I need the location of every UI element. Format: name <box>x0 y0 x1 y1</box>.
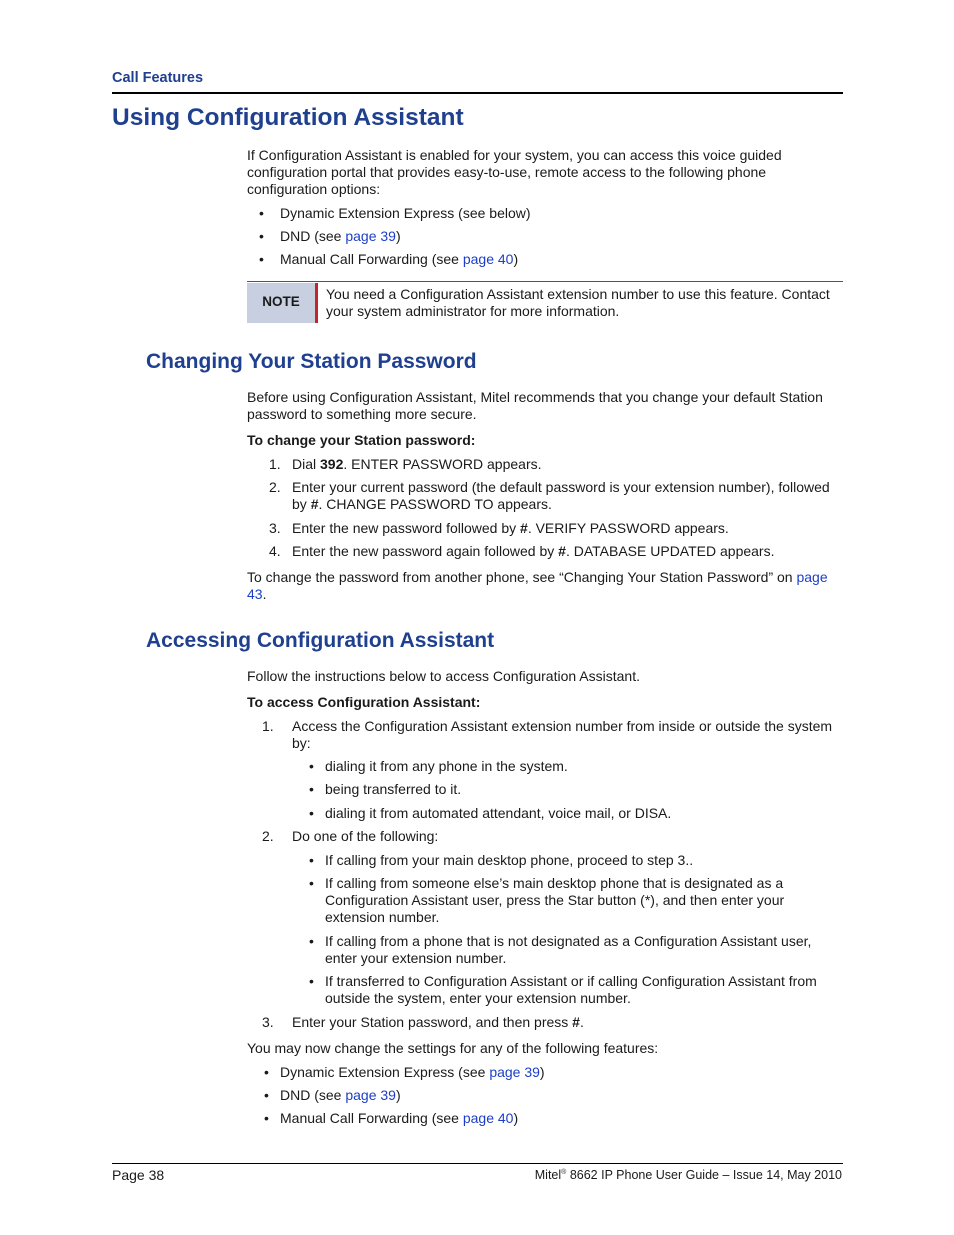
section-outro: To change the password from another phone, see “Changing Your Station Password” on page 43. <box>247 569 828 602</box>
procedure-title: To access Configuration Assistant: <box>247 694 481 710</box>
bullet-icon: • <box>259 251 264 267</box>
bullet-icon: • <box>309 758 314 774</box>
note-divider <box>315 283 318 323</box>
page-link[interactable]: page 39 <box>489 1064 540 1080</box>
intro-paragraph: If Configuration Assistant is enabled for your system, you can access this voice guided configuration portal that provides easy-to-use, remote access to the following phone configuration options: <box>247 147 782 197</box>
bullet-icon: • <box>259 228 264 244</box>
page-link[interactable]: page 40 <box>462 1110 514 1126</box>
section-intro: Follow the instructions below to access Configuration Assistant. <box>247 668 640 684</box>
section-outro: You may now change the settings for any of the following features: <box>247 1040 659 1056</box>
section-heading: Changing Your Station Password <box>146 350 477 373</box>
bullet-icon: • <box>309 781 314 797</box>
document-title: Mitel® 8662 IP Phone User Guide – Issue 14, May 2010 <box>534 1168 842 1182</box>
note-top-rule <box>247 281 843 282</box>
page-title: Using Configuration Assistant <box>112 104 464 131</box>
note-label: NOTE <box>262 294 300 309</box>
note-label-box <box>247 283 315 323</box>
section-heading: Accessing Configuration Assistant <box>146 629 495 652</box>
page-link[interactable]: page 43 <box>247 569 828 602</box>
page-link[interactable]: page 39 <box>345 228 396 244</box>
bullet-icon: • <box>259 205 264 221</box>
header-rule <box>112 92 843 94</box>
bullet-icon: • <box>309 852 314 868</box>
running-header: Call Features <box>112 70 204 86</box>
page-link[interactable]: page 40 <box>462 251 514 267</box>
page-link[interactable]: page 39 <box>345 1087 396 1103</box>
procedure-title: To change your Station password: <box>247 432 476 448</box>
bullet-icon: • <box>309 973 314 989</box>
section-intro: Before using Configuration Assistant, Mitel recommends that you change your default Station password to something more secure. <box>247 389 823 422</box>
note-text: You need a Configuration Assistant extension number to use this feature. Contact your system administrator for more information. <box>326 286 830 319</box>
page-number: Page 38 <box>112 1167 165 1183</box>
bullet-icon: • <box>309 805 314 821</box>
bullet-icon: • <box>264 1087 269 1103</box>
footer-rule <box>112 1163 843 1164</box>
bullet-icon: • <box>264 1110 269 1126</box>
bullet-icon: • <box>309 933 314 949</box>
document-page: Call Features Using Configuration Assistant If Configuration Assistant is enabled for your system, you can access this voice guided configuration portal that provides easy-to-use, remote access to the following phone configuration options: • Dynamic Extension Express (see below) • DND (see page 39) • Manual Call Forwarding (see page 40) NOTE You need a Configuration Assistant extension number to use this feature. Contact your system administrator for more information. Changing Your Station Password Before using Configuration Assistant, Mitel recommends that you change your default Station password to something more secure. To change your Station password: 1. Dial 392. ENTER PASSWORD appears. 2. Enter your current password (the default password is your extension number), followed by #. CHANGE PASSWORD TO appears. 3. Enter the new password followed by #. VERIFY PASSWORD appears. 4. Enter the new password again followed by #. DATABASE UPDATED appears. To change the password from another phone, see “Changing Your Station Password” on page 43. Accessing Configuration Assistant Follow the instructions below to access Configuration Assistant. To access Configuration Assistant: 1. Access the Configuration Assistant extension number from inside or outside the system by: • dialing it from any phone in the system. • being transferred to it. • dialing it from automated attendant, voice mail, or DISA. 2. Do one of the following: • If calling from your main desktop phone, proceed to step 3.. • If calling from someone else’s main desktop phone that is designated as a Configuration Assistant user, press the Star button (*), and then enter your extension number. • If calling from a phone that is not designated as a Configuration Assistant user, enter your extension number. • If transferred to Configuration Assistant or if calling Configuration Assistant from outside the system, enter your extension number. 3. Enter your Station password, and then press #. You may now change the settings for any of the following features: • Dynamic Extension Express (see page 39) • DND (see page 39) • Manual Call Forwarding (see page 40) Page 38 Mitel® 8662 IP Phone User Guide – Issue 14, May 2010 <box>112 70 842 1183</box>
bullet-icon: • <box>309 875 314 891</box>
bullet-icon: • <box>264 1064 269 1080</box>
